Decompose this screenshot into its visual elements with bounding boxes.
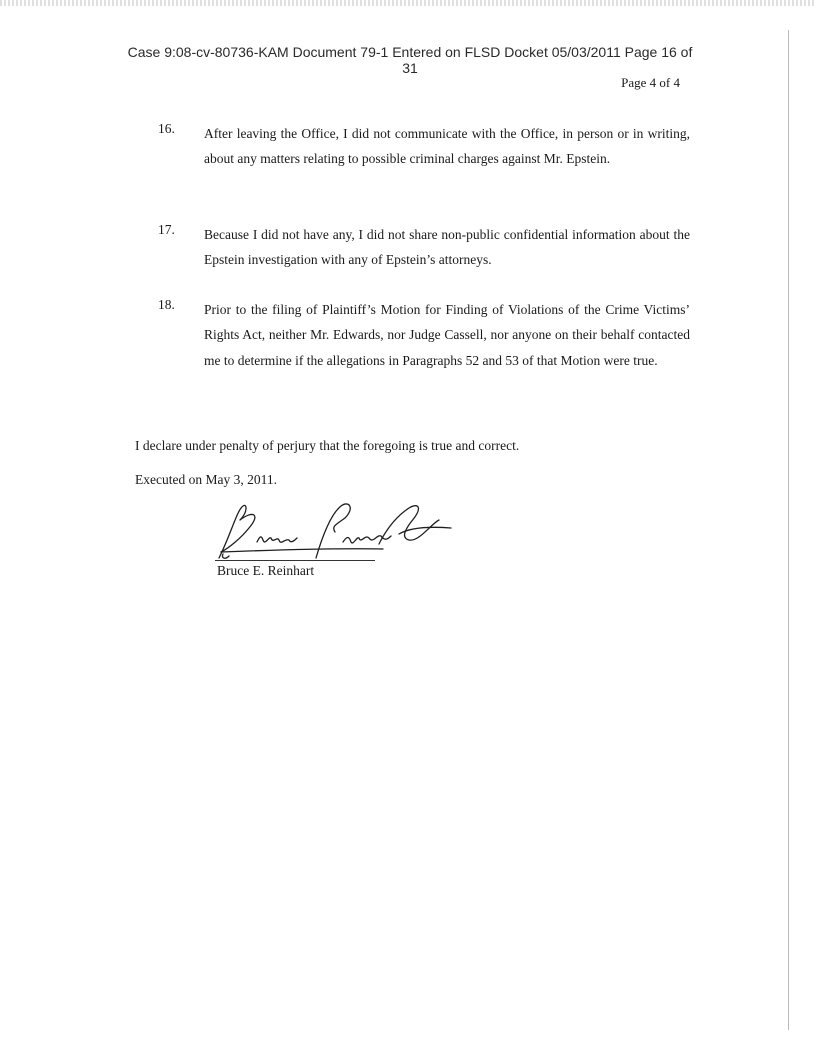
declaration-statement: I declare under penalty of perjury that the foregoing is true and correct. bbox=[135, 438, 520, 453]
paragraph-number: 16. bbox=[158, 121, 175, 136]
signature-line bbox=[215, 560, 375, 561]
paragraph-text: Prior to the filing of Plaintiff’s Motion for Finding of Violations of the Crime Victims’ Rights Act, neither Mr. Edwards, nor Judge Cassell, nor anyone on their behalf contacted me to determine if the allegations in Paragraphs 52 and 53 of that Motion were true. bbox=[204, 302, 690, 368]
execution-date: Executed on May 3, 2011. bbox=[135, 472, 277, 487]
paragraph-17 bbox=[158, 222, 690, 273]
paragraph-16 bbox=[158, 121, 690, 172]
paragraph-18 bbox=[158, 297, 690, 373]
paragraph-text: After leaving the Office, I did not communicate with the Office, in person or in writing, about any matters relating to possible criminal charges against Mr. Epstein. bbox=[204, 126, 690, 167]
signatory-name: Bruce E. Reinhart bbox=[217, 563, 315, 578]
scan-edge-top bbox=[0, 0, 816, 6]
paragraph-number: 18. bbox=[158, 297, 175, 312]
court-filing-header bbox=[60, 44, 760, 76]
paragraph-text: Because I did not have any, I did not share non-public confidential information about the Epstein investigation with any of Epstein’s attorneys. bbox=[204, 227, 690, 268]
page-number: Page 4 of 4 bbox=[621, 75, 680, 90]
filing-header-line-1: Case 9:08-cv-80736-KAM Document 79-1 Entered on FLSD Docket 05/03/2011 Page 16 of bbox=[127, 44, 693, 60]
handwritten-signature bbox=[213, 494, 473, 566]
filing-header-line-2: 31 bbox=[402, 60, 418, 76]
paragraph-number: 17. bbox=[158, 222, 175, 237]
scan-edge-right bbox=[788, 30, 789, 1030]
